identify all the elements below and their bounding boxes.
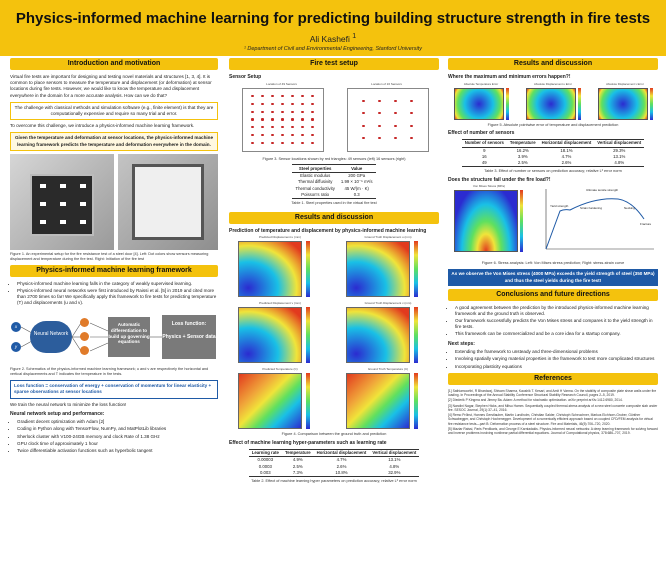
curve-label: Necking: [624, 206, 635, 211]
heatmap-title: Predicted Temperature (C): [262, 367, 298, 372]
table-cell: 29.3%: [613, 147, 626, 153]
sensor-dot: [80, 202, 86, 206]
sensor-marker: [394, 100, 396, 102]
sensor-marker: [394, 125, 396, 127]
sensor-marker: [301, 134, 303, 136]
column-right: [448, 58, 658, 437]
figure-6-caption: Figure 6. Stress analysis: Left: Von Mises stress prediction; Right: stress-strain curve: [481, 261, 625, 266]
error-map-u: [520, 83, 586, 121]
section-heading-intro: Introduction and motivation: [10, 58, 218, 70]
error-map-title: Absolute Displacement u Error: [534, 81, 572, 86]
sensor-marker: [362, 112, 364, 114]
heatmap-title: Ground Truth Displacement v (mm): [364, 301, 412, 306]
sensor-marker: [301, 103, 303, 105]
colorbar: [306, 241, 310, 297]
heatmap-title: Predicted Displacement u (mm): [258, 235, 301, 240]
section-heading-references: References: [448, 373, 658, 385]
poster-title: Physics-informed machine learning for predicting building structure strength in fire tests: [15, 10, 651, 27]
sensor-marker: [311, 103, 313, 105]
reference-item: [4] Remo Pröbst, Hannes Gerstlauber, Martin Lundholm, Christian Salder, Christoph Scheuchner, Markus Eichhorn-Gruber, Günther Schwabegger, and Christoph Hochenegger. Development of a numerically efficient approach based on coupled CFD/FEM analysis for virtual fire resistance tests—part B: Deformation process of a steel structure. Fire and Materials, 46(5):706–720, 2020.: [448, 413, 653, 426]
sensor-marker: [291, 126, 293, 128]
table-2-caption: Table 2. Effect of machine learning hyper parameters on prediction accuracy; relative L² error norm: [251, 478, 417, 483]
steel-door-photo: [10, 154, 114, 250]
heatmap-field: [346, 241, 410, 297]
colorbar: [414, 241, 418, 297]
curve-label: Fracture: [640, 222, 652, 227]
list-item: • A good agreement between the prediction by the introduced physics-informed machine learning framework and the ground truth is observed.: [455, 305, 658, 317]
pinn-diagram: [10, 309, 218, 365]
table-cell: 18.1%: [560, 147, 573, 153]
challenge-callout: The challenge with classical methods and simulation software (e.g., finite element) is that they are computationally expensive and require so many trial and error.: [10, 102, 218, 120]
train-text: We train the neural network to minimize the loss function!: [10, 401, 127, 407]
heatmap-field: [238, 307, 302, 363]
pinn-bullets: [10, 281, 218, 307]
table-row: [292, 173, 375, 180]
autodiff-box: Automatic differentiation to build up governing equations: [108, 317, 150, 357]
next-steps-heading: Next steps:: [448, 340, 475, 347]
sensor-dot: [40, 220, 46, 224]
column-header: Temperature: [507, 139, 539, 147]
sensor-marker: [251, 134, 253, 136]
table-cell: Elastic modulus: [300, 173, 331, 179]
table-cell: Thermal diffusivity: [297, 179, 333, 185]
section-heading-fire: Fire test setup: [229, 58, 439, 70]
colorbar: [414, 373, 418, 429]
next-steps-bullets: [448, 349, 658, 370]
table-cell: 45 W/(m · K): [344, 185, 369, 191]
sensor-marker: [410, 137, 412, 139]
table-cell: 0.003: [249, 469, 282, 476]
sensor-marker: [378, 100, 380, 102]
von-mises-plot: [448, 185, 530, 255]
heatmap-field: [238, 373, 302, 429]
sensor-marker: [281, 111, 283, 113]
heatmap-title: Ground Truth Temperature (C): [367, 367, 409, 372]
column-header: Horizontal displacement: [314, 449, 370, 457]
table-cell: 2.5%: [292, 463, 303, 469]
reference-item: [3] Nandini Nagar, Stephen Hicks, and Mitsu Hamm. Sequentially coupled thermal-stress analysis of a new steel concrete composite slab under fire. SESOC Journal, 29(1):37–41, 2016.: [448, 403, 658, 412]
sensor-marker: [410, 125, 412, 127]
sensor-marker: [394, 137, 396, 139]
list-item: • Coding in Python along with TensorFlow, NumPy, and MatPlotLib libraries: [17, 426, 218, 432]
heatmap-pred-T: [229, 368, 331, 430]
table-cell: 4.8%: [594, 160, 644, 167]
curve-label: Yield strength: [550, 204, 569, 209]
sensor-marker: [261, 95, 263, 97]
sensor-marker: [410, 100, 412, 102]
table-cell: 32.9%: [369, 469, 419, 476]
table-cell: 16: [481, 153, 487, 159]
heatmap-true-u: [337, 236, 439, 298]
sensor-marker: [301, 142, 303, 144]
table-row: [462, 147, 645, 154]
colorbar: [650, 88, 653, 120]
sensor-marker: [362, 100, 364, 102]
loss-terms: Physics + Sensor data: [162, 333, 216, 340]
section-heading-results-2: Results and discussion: [448, 58, 658, 70]
sensor-grid-16: [347, 88, 429, 152]
input-node-y: y: [11, 342, 21, 352]
table-header-row: [462, 139, 645, 147]
sensor-marker: [261, 118, 263, 120]
conclusion-bullets: [448, 305, 658, 338]
error-map-title: Absolute Displacement v Error: [606, 81, 644, 86]
sensor-marker: [311, 111, 313, 113]
table-cell: Thermal conductivity: [295, 185, 335, 191]
author-name: Ali Kashefi $^1$: [309, 31, 357, 44]
table-cell: 7.3%: [282, 469, 314, 476]
sensor-marker: [291, 103, 293, 105]
reference-item: [1] Sathiamoorthi, R Bhardwaj, Shivam Sharma, Kaushik T. Kesari, and Amit H Varma. On the stability of composite plate shear walls under fire loading. In Proceedings of the Annual Stability Conference Structural Stability Research Council, pages 2–5, 2019.: [448, 388, 657, 398]
figure-1-caption: Figure 1. An experimental setup for the fire resistance test of a steel door [4]. Left: Dot colors show sensors measuring displacement and temperature during the fire test. Right: Initiation of the fire test: [10, 251, 209, 261]
sensor-plot-title: Location of 49 Sensors: [266, 81, 297, 86]
list-item: • Our framework successfully predicts the Von Mises stress and compares it to the yield strength in fire tests.: [455, 318, 658, 330]
intro-paragraph: Virtual fire tests are important for designing and testing novel materials and structures [1, 3, 4]. It is common to place sensors to measure the temperature and displacement (or deformation) at sensor locations during fire tests. However, we would like to know the temperature and displacement everywhere in the domain for a more accurate analysis. How can we do that?: [10, 74, 212, 98]
figure-4-caption: Figure 4. Comparison between the ground truth and prediction: [281, 432, 387, 437]
stress-strain-curve: [540, 185, 658, 255]
table-cell: 2.6%: [336, 463, 347, 469]
table-cell: 2.5%: [507, 160, 539, 167]
list-item: • Incorporating plasticity equations: [455, 364, 658, 370]
list-item: • Extending the framework to unsteady and three-dimensional problems: [455, 349, 658, 355]
sensor-marker: [271, 126, 273, 128]
table-cell: 10.8%: [314, 469, 370, 476]
table-cell: 200 GPa: [348, 173, 366, 179]
sensor-marker: [251, 142, 253, 144]
list-item: • This framework can be commercialized and be a core idea for a startup company.: [455, 331, 658, 337]
prediction-heatmaps: [229, 236, 439, 430]
sensor-marker: [271, 103, 273, 105]
furnace-frame: [132, 164, 204, 240]
list-item: • Twice differentiable activation functions such as hyperbolic tangent: [17, 448, 218, 454]
table-row: [249, 469, 420, 476]
heatmap-field: [346, 307, 410, 363]
table-cell: 16.2%: [516, 147, 529, 153]
stress-figure: [448, 185, 658, 259]
heatmap-title: Predicted Displacement v (mm): [259, 301, 301, 306]
steel-door: [30, 174, 94, 236]
heatmap-true-v: [337, 302, 439, 364]
sensor-marker: [261, 134, 263, 136]
sensor-marker: [394, 112, 396, 114]
sensor-marker: [291, 111, 293, 113]
sensor-marker: [311, 142, 313, 144]
colorbar: [506, 88, 509, 120]
sensor-marker: [311, 126, 313, 128]
error-question: Where the maximum and minimum errors happen?!: [448, 74, 571, 80]
table-row: [462, 160, 645, 167]
figure-3-caption: Figure 3. Sensor locations shown by red triangles: 49 sensors (left) 16 sensors (right): [262, 156, 406, 161]
sensor-marker: [281, 142, 283, 144]
table-row: [292, 192, 375, 199]
error-maps: [448, 83, 658, 121]
column-left: [10, 58, 218, 457]
error-field: [526, 88, 576, 120]
sensor-marker: [362, 125, 364, 127]
input-node-x: x: [11, 322, 21, 332]
prediction-heading: Prediction of temperature and displacement by physics-informed machine learning: [229, 227, 427, 234]
list-item: • Physics-informed machine learning falls in the category of weakly supervised learning.: [17, 281, 218, 287]
column-header: Learning rate: [249, 449, 282, 457]
table-row: [249, 457, 420, 464]
list-item: • Physics-informed neural networks were first introduced by Raissi et al. [5] in 2019 and cited more than 2700 times so far! We specifically apply this framework to fire tests for predicting temperature (T) and displacements (u and v).: [17, 288, 218, 307]
steel-properties-table: [292, 164, 375, 198]
section-heading-results: Results and discussion: [229, 212, 439, 224]
reference-item: [2] Diederik P Kingma and Jimmy Ba. Adam: A method for stochastic optimization. arXiv preprint arXiv:1412.6980, 2014.: [448, 398, 623, 403]
list-item: • Sherlock cluster with V100-24GB memory and clock Rate of 1.38 GHz: [17, 434, 218, 440]
colorbar: [306, 373, 310, 429]
error-map-temperature: [448, 83, 514, 121]
sensor-marker: [281, 103, 283, 105]
loss-callout: Loss function = conservation of energy + conservation of momentum for linear elasticity + sparse observations at sensor locations: [10, 380, 218, 398]
failure-question: Does the structure fail under the fire load?!: [448, 176, 551, 183]
sensor-marker: [291, 95, 293, 97]
sensor-marker: [261, 103, 263, 105]
sensor-marker: [311, 95, 313, 97]
column-header: Vertical displacement: [369, 449, 419, 457]
table-row: [292, 185, 375, 191]
sensor-marker: [378, 125, 380, 127]
poster-header: [0, 0, 666, 56]
table-cell: 1.99 × 10⁻⁵ m²/s: [340, 179, 373, 185]
column-header: Value: [338, 165, 376, 173]
author-sup: 1: [352, 31, 357, 40]
sensor-effect-table: [462, 139, 645, 167]
reference-item: [5] Maziar Raissi, Paris Perdikaris, and George E Karniadakis. Physics-informed neural networks: A deep learning framework for solving forward and inverse problems involving nonlinear partial differential equations. Journal of Computational physics, 378:686–707, 2019.: [448, 426, 658, 436]
loss-title: Loss function:: [171, 321, 207, 328]
setup-bullets: [10, 419, 218, 454]
stress-strain-plot: [540, 185, 658, 255]
table-cell: 4.7%: [336, 457, 347, 463]
sensor-marker: [291, 118, 293, 120]
sensor-marker: [378, 112, 380, 114]
sensor-marker: [291, 134, 293, 136]
figure-5-caption: Figure 5. Absolute pointwise error of temperature and displacement prediction: [487, 122, 619, 127]
sensor-grid-49: [242, 88, 324, 152]
sensor-dot: [40, 184, 46, 188]
table-1-caption: Table 1. Steel properties used in the virtual fire test: [291, 200, 377, 205]
sensor-marker: [291, 142, 293, 144]
sensor-marker: [261, 126, 263, 128]
yield-callout: As we observe the Von Mises stress (4000 MPa) exceeds the yield strength of steel (350 MPa) and thus the steel yields during the fire test!: [448, 269, 658, 285]
sensor-marker: [271, 142, 273, 144]
sensor-dot: [80, 184, 86, 188]
sensor-marker: [271, 95, 273, 97]
table-cell: 9: [483, 147, 486, 153]
figure-2-caption: Figure 2. Schematics of the physics-informed machine learning framework; u and v are respectively the horizontal and vertical displacements and T indicates the temperature in fire tests.: [10, 367, 209, 377]
heatmap-field: [238, 241, 302, 297]
fire-test-photos: [10, 154, 218, 250]
sensor-marker: [301, 126, 303, 128]
sensor-marker: [301, 95, 303, 97]
column-header: Horizontal displacement: [539, 139, 595, 147]
lr-heading: Effect of machine learning hyper-parameters such as learning rate: [229, 440, 387, 447]
error-field: [598, 88, 648, 120]
von-mises-title: Von Mises Stress (MPa): [472, 184, 506, 189]
sensor-marker: [251, 103, 253, 105]
sensor-effect-heading: Effect of number of sensors: [448, 130, 515, 137]
list-item: • Involving spatially varying material properties in the framework to test more complicated structures: [455, 356, 658, 362]
sensor-marker: [281, 126, 283, 128]
reference-list: [448, 389, 658, 436]
table-cell: 4.9%: [292, 457, 303, 463]
error-map-v: [592, 83, 658, 121]
sensor-plot-16: [339, 83, 435, 155]
neural-network-node: Neural Network: [30, 321, 72, 353]
sensor-marker: [281, 134, 283, 136]
sensor-dot: [60, 220, 66, 224]
sensor-marker: [378, 137, 380, 139]
sensor-marker: [301, 118, 303, 120]
sensor-marker: [311, 134, 313, 136]
column-middle: [229, 58, 439, 487]
colorbar: [578, 88, 581, 120]
table-cell: 0.3: [338, 192, 376, 199]
table-cell: 49: [462, 160, 507, 167]
sensor-plot-title: Location of 16 Sensors: [371, 81, 402, 86]
list-item: • GPU clock time of approximately 1 hour: [17, 441, 218, 447]
sensor-marker: [362, 137, 364, 139]
sensor-dot: [60, 202, 66, 206]
table-cell: 4.8%: [389, 463, 400, 469]
fire-initiation-photo: [118, 154, 218, 250]
sensor-plot-49: [234, 83, 330, 155]
setup-heading: Neural network setup and performance:: [10, 410, 105, 417]
sensor-marker: [251, 118, 253, 120]
error-field: [454, 88, 504, 120]
heatmap-pred-u: [229, 236, 331, 298]
error-map-title: Absolute Temperature Error: [463, 81, 499, 86]
table-cell: 0.0003: [258, 463, 272, 469]
heatmap-true-T: [337, 368, 439, 430]
sensor-plots: [229, 83, 439, 155]
learning-rate-table: [249, 449, 420, 477]
table-cell: Poisson's ratio: [292, 192, 337, 199]
sensor-marker: [251, 111, 253, 113]
heatmap-pred-v: [229, 302, 331, 364]
sensor-heading: Sensor Setup: [229, 74, 262, 80]
sensor-marker: [271, 111, 273, 113]
table-header-row: [249, 449, 420, 457]
colorbar: [520, 190, 523, 252]
sensor-marker: [301, 111, 303, 113]
colorbar: [306, 307, 310, 363]
curve-label: Ultimate tensile strength: [586, 188, 619, 193]
column-header: Temperature: [282, 449, 314, 457]
table-header-row: [292, 165, 375, 173]
sensor-marker: [251, 126, 253, 128]
table-cell: 13.1%: [388, 457, 401, 463]
intro-paragraph-2: To overcome this challenge, we introduce a physics-informed machine learning framework.: [10, 123, 195, 129]
sensor-marker: [261, 111, 263, 113]
table-cell: 3.9%: [517, 153, 528, 159]
column-header: Number of sensors: [462, 139, 507, 147]
sensor-marker: [410, 112, 412, 114]
key-idea-callout: Given the temperature and deformation at sensor locations, the physics-informed machine learning framework predicts the temperature and deformation everywhere in the domain.: [10, 132, 218, 150]
table-cell: 0.00003: [257, 457, 274, 463]
sensor-dot: [80, 220, 86, 224]
sensor-dot: [40, 202, 46, 206]
sensor-dot: [60, 184, 66, 188]
table-cell: 4.7%: [561, 153, 572, 159]
sensor-marker: [311, 118, 313, 120]
table-cell: 13.1%: [613, 153, 626, 159]
column-header: Vertical displacement: [594, 139, 644, 147]
curve-label: Strain hardening: [580, 206, 603, 211]
table-3-caption: Table 3. Effect of number or sensors on prediction accuracy; relative L² error norm: [484, 169, 622, 174]
heatmap-field: [346, 373, 410, 429]
von-mises-field: [454, 190, 518, 252]
heatmap-title: Ground Truth Displacement u (mm): [364, 235, 412, 240]
column-header: Steel properties: [292, 165, 337, 173]
table-cell: 2.6%: [539, 160, 595, 167]
section-heading-pinn: Physics-informed machine learning framework: [10, 265, 218, 277]
loss-box: [162, 315, 216, 359]
sensor-marker: [271, 118, 273, 120]
sensor-marker: [271, 134, 273, 136]
section-heading-conclusions: Conclusions and future directions: [448, 289, 658, 301]
sensor-marker: [251, 95, 253, 97]
list-item: • Gradient decent optimization with Adam [2]: [17, 419, 218, 425]
affiliation: ¹ Department of Civil and Environmental Engineering, Stanford University: [244, 46, 422, 53]
colorbar: [414, 307, 418, 363]
sensor-marker: [261, 142, 263, 144]
sensor-marker: [281, 118, 283, 120]
sensor-marker: [281, 95, 283, 97]
